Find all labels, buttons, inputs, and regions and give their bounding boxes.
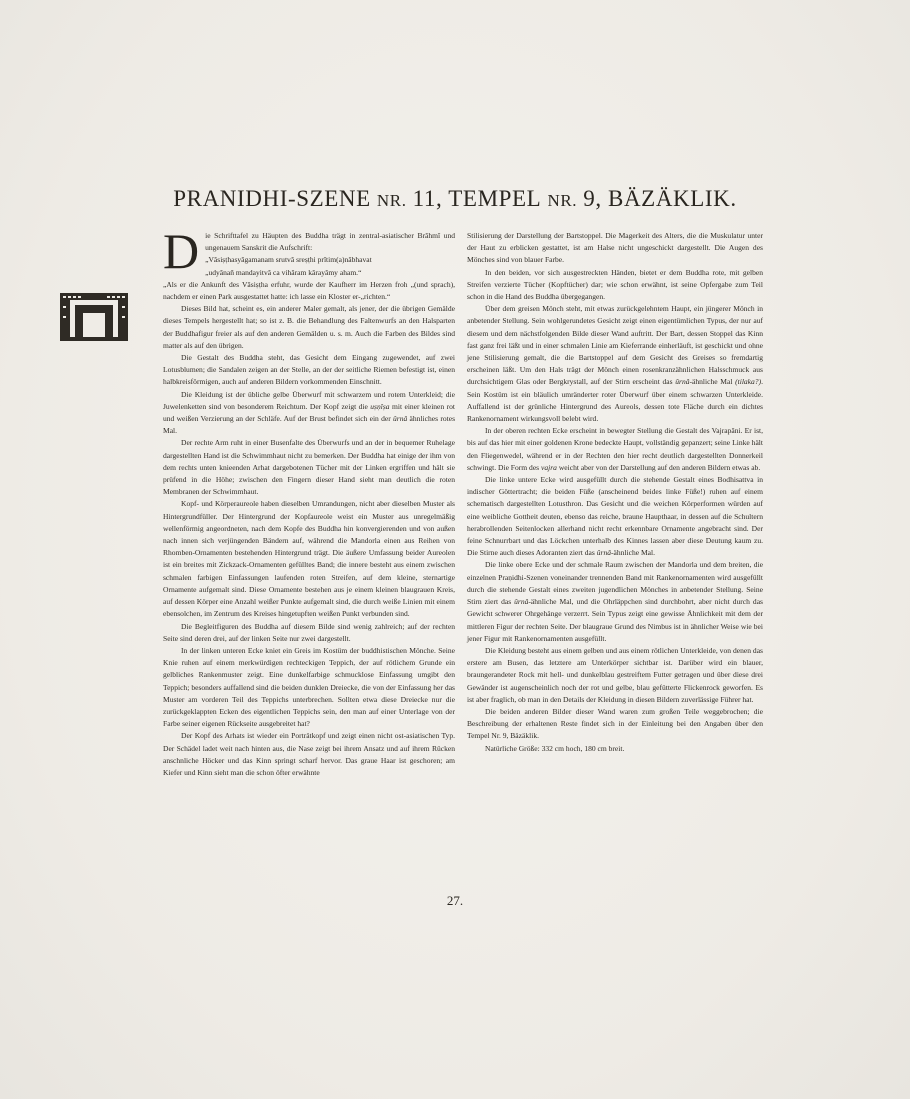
title-part: NR.: [376, 191, 407, 210]
paragraph: In den beiden, vor sich ausgestreckten Händen, bietet er dem Buddha rote, mit gelben Streifen verzierte Tücher (Kopftücher) dar; wie schon erwähnt, ist seine Opfergabe zum Teil schon in die Hand des Buddha übergegangen.: [467, 267, 763, 302]
paragraph: [467, 559, 763, 644]
text-run: Über dem greisen Mönch steht, mit etwas zurückgelehntem Haupt, ein jüngerer Mönch in anbetender Stellung. Sein wohlgerundetes Gesicht zeigt einen eigentümlichen Typus, der nur auf diesem und dem nächstfolgenden Bilde dieser Wand auftritt. Der Bart, dessen Stoppel das Kinn fast ganz frei läßt und in einer schmalen Linie am Kieferrande einherläuft, ist geschickt und ohne jene Stilisierung gemalt, die die Bartstoppel auf dem Gesicht des Greises so fremdartig erscheinen läßt. Um den Hals trägt der Mönch einen rosenkranzähnlichen Halsschmuck aus durchsichtigem Glas oder Bergkrystall, auf der Stirn erscheint das: [467, 304, 763, 387]
paragraph: Die beiden anderen Bilder dieser Wand waren zum großen Teile weggebrochen; die Beschreibung der erhaltenen Reste findet sich in der Einleitung bei den Angaben über den Tempel Nr. 9, Bäzäklik.: [467, 706, 763, 741]
text-run: -ähnliche Mal.: [611, 548, 656, 558]
paragraph: Die Begleitfiguren des Buddha auf diesem Bilde sind wenig zahlreich; auf der rechten Seite sind deren drei, auf der linken Seite nur zwei dargestellt.: [163, 621, 455, 643]
drop-cap: D: [163, 223, 200, 279]
italic-term: (tilaka?): [735, 377, 762, 387]
text-run: -ähnliche Mal: [689, 377, 736, 387]
title-part: 11, TEMPEL: [412, 186, 542, 211]
text-run: ähnliches rotes Mal.: [163, 414, 456, 436]
italic-term: ûrnâ: [596, 548, 611, 558]
inscription-line: „Vâsiṣṭhasyâgamanam srutvâ sreṣṭhi prîtim(a)nâbhavat: [205, 255, 372, 265]
paragraph: Die Kleidung besteht aus einem gelben und aus einem rötlichen Unterkleide, von denen das erstere am Busen, das letztere am Unterkörper sichtbar ist. Darüber wird ein blauer, braungerandeter Rock mit hell- und dunkelblau gestreiftem Futter getragen und über diese drei Gewänder ist augenscheinlich noch der rot und gelbe, blau gefütterte Flickenrock geworfen. Es ist aber fraglich, ob man in den Details der Kleidung in diesen Bildern zuverlässige Führer hat.: [467, 645, 763, 704]
text-run: Die linke untere Ecke wird ausgefüllt durch die stehende Gestalt eines Bodhisattva in indischer Göttertracht; die beiden Füße (anscheinend beides linke Füße!) ruhen auf einem schematisch dargestellten Lotusthron. Das Gesicht und die weichen Körperformen würden auf eine weibliche Gottheit deuten, ebenso das reiche, braune Haupthaar, in dessen auf die Schultern herabrollenden Seitenlocken allerhand nicht recht erkennbare Ornamente angebracht sind. Der feine Schnurrbart und das Löckchen unterhalb des Kinnes lassen aber diese Deutung kaum zu. Die Stirne auch dieses Adoranten ziert das: [467, 475, 763, 558]
paragraph: Die Gestalt des Buddha steht, das Gesicht dem Eingang zugewendet, auf zwei Lotusblumen; die Sandalen zeigen an der Stelle, an der der seitliche Riemen befestigt ist, einen halbkreisförmigen, auch auf anderen Bildern vorkommenden Einschnitt.: [163, 353, 455, 387]
title-part: 9, BÄZÄKLIK.: [583, 186, 737, 211]
right-text-column: [467, 230, 763, 755]
paragraph: Der Kopf des Arhats ist wieder ein Porträtkopf und zeigt einen nicht ost-asiatischen Typ. Der Schädel ladet weit nach hinten aus, die Nase zeigt bei ihrem Ansatz und auf ihrem Rücken anschnliche Höcker und das Kinn springt scharf hervor. Das graue Haar ist geschoren; am Kiefer und Kinn sieht man die schon öfter erwähnte: [163, 731, 455, 777]
text-run: In der oberen rechten Ecke erscheint in bewegter Stellung die Gestalt des Vajrapâni. Er ist, bis auf das hier mit einer goldenen Krone bedeckte Haupt, vollständig gepanzert; seine Linke hält den Fliegenwedel, während er in der Rechten den hier recht deutlich dargestellten Donnerkeil schwingt. Die Form des: [467, 426, 763, 472]
italic-term: ûrnâ: [514, 597, 529, 607]
text-run: weicht aber von der Darstellung auf den anderen Bildern etwas ab.: [556, 462, 761, 472]
title-part: PRANIDHI-SZENE: [173, 186, 371, 211]
paragraph: [467, 474, 763, 559]
italic-term: vajra: [541, 462, 557, 472]
paragraph: Stilisierung der Darstellung der Bartstoppel. Die Magerkeit des Alters, die die Muskulatur unter der Haut zu erblicken gestattet, ist am Halse nicht ungeschickt dargestellt. Die Augen des Mönches sind von blauer Farbe.: [467, 231, 763, 265]
paragraph: Kopf- und Körperaureole haben dieselben Umrandungen, nicht aber dieselben Muster als Hintergrundfüller. Der Hintergrund der Kopfaureole weist ein Muster aus unregelmäßig wellenförmig angeordneten, nach dem Kopfe des Buddha hin konvergierenden und von außen nach innen sich verjüngenden Bändern auf, während die Mandorla einen aus Reihen von Rhomben-Ornamenten bestehenden Hintergrund trägt. Die äußere Umfassung beider Aureolen ist ein breites mit Zickzack-Ornamenten gefülltes Band; die innere besteht aus einem zwischen schmalen farbigen Einfassungen laufenden roten Streifen, auf dem kleine, sternartige Ornamente aufgemalt sind. Diese Ornamente bestehen aus je einem kleinen blaugrauen Kreis, auf dessen Körper eine Anzahl weißer Punkte aufgemalt sind, die durch weiße Linien mit einem ebensolchen, im Zentrum des Kreises hingetupften weißen Punkt verbunden sind.: [163, 499, 455, 619]
text-run: -ähnliche Mal, und die Ohrläppchen sind durchbohrt, aber nicht durch das Gewicht schwerer Ohrgehänge verzerrt. Sein Typus zeigt eine gewisse Ähnlichkeit mit dem der mittleren Figur der rechten Seite. Der blaugraue Grund des Nimbus ist in ähnlicher Weise wie bei jener Figur mit Rankenornamenten ausgefüllt.: [467, 597, 763, 643]
paragraph: Der rechte Arm ruht in einer Busenfalte des Überwurfs und an der in bequemer Ruhelage dargestellten Hand ist die Schwimmhaut nicht zu bemerken. Der Buddha hat einige der ihm von dem rechts unten knieenden Arhat dargebotenen Tücher mit der Linken ergriffen und hält sie prüfend in die Höhe; zwischen den Fingern dieser Hand sieht man deutlich die roten Membranen der Schwimmhaut.: [163, 438, 455, 497]
text-run: Die Kleidung ist der übliche gelbe Überwurf mit schwarzem und rotem Unterkleid; die Juwelenketten sind von besonderem Reichtum. Der Kopf zeigt die: [163, 389, 455, 411]
page-title: [0, 186, 910, 212]
paragraph: [467, 303, 763, 425]
paragraph-text: ie Schrifttafel zu Häupten des Buddha trägt in zentral-asiatischer Brâhmî und ungenauem Sanskrit die Aufschrift:: [205, 231, 455, 253]
title-part: NR.: [547, 191, 578, 210]
text-run: mit einer kleinen rot und weißen Verzierung an der Schläfe. Auf der Brust befindet sich ein der: [163, 401, 455, 424]
paragraph: Natürliche Größe: 332 cm hoch, 180 cm breit.: [485, 743, 625, 753]
paragraph: Dieses Bild hat, scheint es, ein anderer Maler gemalt, als jener, der die übrigen Gemälde dieses Tempels hergestellt hat; so ist z. B. die Behandlung des Faltenwurfs an den Halsparten der Buddhafigur freier als auf den anderen Gemälden u. s. m. Auch die Farben des Bildes sind matter als auf den übrigen.: [163, 304, 455, 350]
left-text-column: [163, 223, 456, 779]
decorative-frame-icon: [58, 291, 130, 343]
italic-term: ûrnâ: [675, 377, 690, 387]
paragraph: [467, 425, 763, 474]
italic-term: ûrnâ: [393, 414, 408, 424]
paragraph: „Als er die Ankunft des Vâsiṣṭha erfuhr, wurde der Kaufherr im Herzen froh „(und sprach), nachdem er einen Park ausgestattet hatte: ich lasse ein Kloster er-„richten.“: [163, 279, 455, 302]
inscription-line: „udyânañ mandayitvâ ca vihâram kârayâmy aham.“: [205, 267, 362, 277]
paragraph: In der linken unteren Ecke kniet ein Greis im Kostüm der buddhistischen Mönche. Seine Knie ruhen auf einem merkwürdigen rechteckigen Teppich, der auf rötlichem Grunde ein gelbliches Rankenmuster zeigt. Eine dunkelfarbige schmucklose Einfassung umgibt den Teppich; besonders auffallend sind die beiden dunklen Dreiecke, die von der Einfassung her das Muster am vorderen Teil des Teppichs unterbrechen. Sollten etwa diese Dreiecke nur die zurückgeklappten Ecken des eigentlichen Teppichs sein, den man auf einer Unterlage von der Farbe seiner eigenen Rückseite ausgebreitet hat?: [163, 645, 455, 729]
page-number: 27.: [446, 893, 464, 908]
paragraph: [163, 389, 455, 438]
text-run: . Sein Kostüm ist ein bläulich umränderter roter Überwurf über einem schwarzen Unterkleide. Auffallend ist der grünliche Hintergrund des Aureols, dessen tote Fläche durch ein dichtes Rankenornament wirkungsvoll belebt wird.: [467, 377, 763, 424]
text-run: Die linke obere Ecke und der schmale Raum zwischen der Mandorla und dem breiten, die einzelnen Praṇidhi-Szenen voneinander trennenden Band mit Rankenornamenten wird ausgefüllt durch die stehende Gestalt eines zweiten jugendlichen Mönches in anbetender Stellung. Seine Stirn ziert das: [467, 560, 763, 607]
italic-term: uṣṇîṣa: [370, 401, 390, 411]
